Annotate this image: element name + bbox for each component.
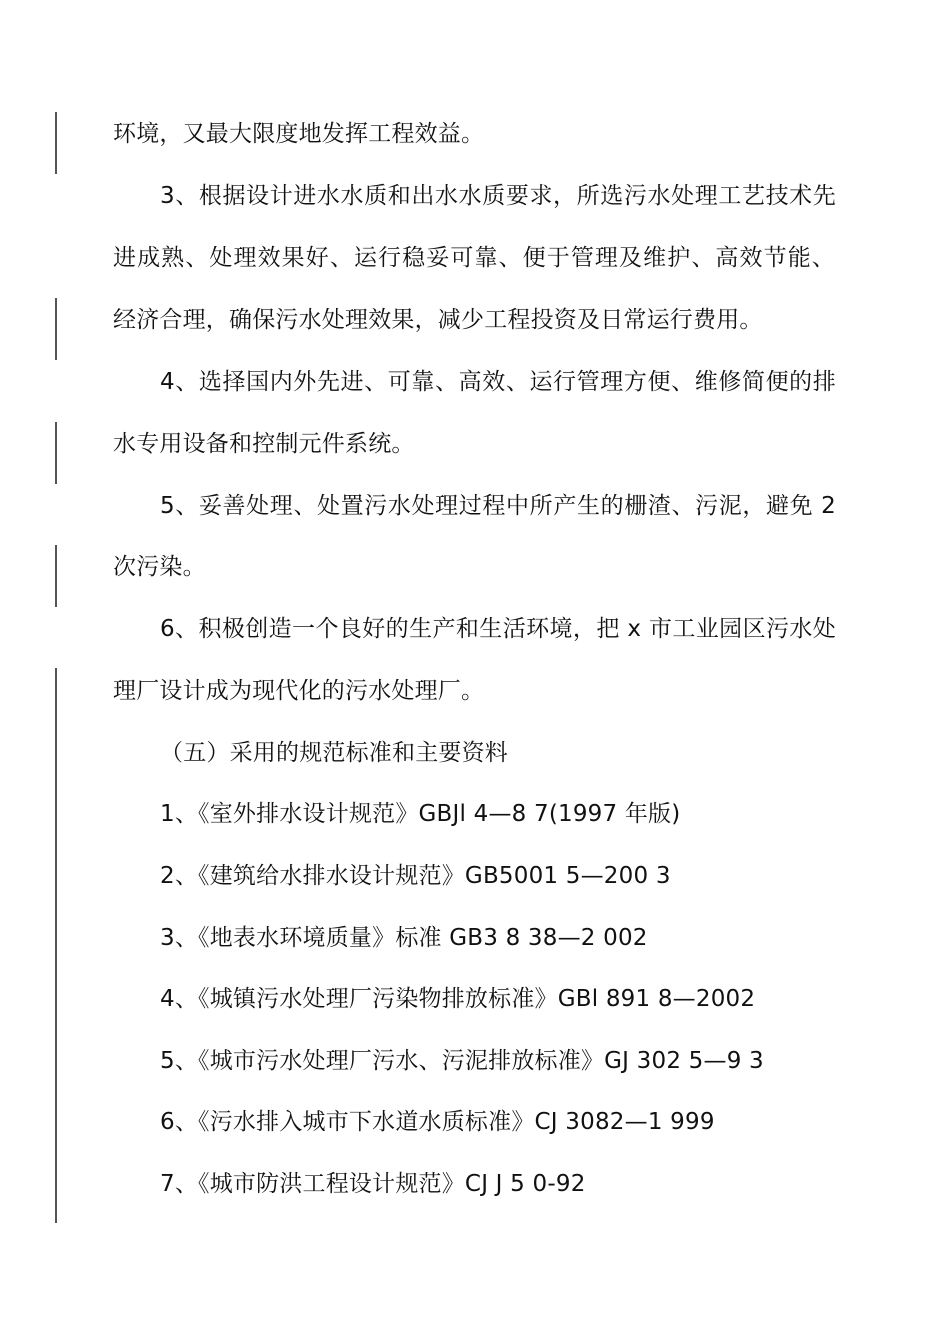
section-heading: （五）采用的规范标准和主要资料 xyxy=(160,740,508,766)
list-item: 5、《城市污水处理厂污水、污泥排放标准》GJ 302 5—9 3 xyxy=(160,1048,764,1074)
margin-bar xyxy=(55,298,57,360)
list-item: 3、《地表水环境质量》标准 GB3 8 38—2 002 xyxy=(160,925,648,951)
list-item: 2、《建筑给水排水设计规范》GB5001 5—200 3 xyxy=(160,863,671,889)
margin-bar xyxy=(55,422,57,484)
margin-bar xyxy=(55,112,57,174)
paragraph-line: 4、选择国内外先进、可靠、高效、运行管理方便、维修简便的排 xyxy=(160,369,836,395)
list-item: 1、《室外排水设计规范》GBJl 4—8 7(1997 年版) xyxy=(160,801,681,827)
paragraph-line: 进成熟、处理效果好、运行稳妥可靠、便于管理及维护、高效节能、 xyxy=(113,245,835,271)
list-item: 4、《城镇污水处理厂污染物排放标准》GBl 891 8—2002 xyxy=(160,986,756,1012)
margin-bar xyxy=(55,545,57,607)
paragraph-line: 理厂设计成为现代化的污水处理厂。 xyxy=(113,678,485,704)
paragraph-line: 5、妥善处理、处置污水处理过程中所产生的栅渣、污泥，避免 2 xyxy=(160,493,836,519)
list-item: 6、《污水排入城市下水道水质标准》CJ 3082—1 999 xyxy=(160,1109,715,1135)
paragraph-line: 经济合理，确保污水处理效果，减少工程投资及日常运行费用。 xyxy=(113,307,763,333)
list-item: 7、《城市防洪工程设计规范》CJ J 5 0-92 xyxy=(160,1171,586,1197)
paragraph-line: 环境，又最大限度地发挥工程效益。 xyxy=(113,121,485,147)
paragraph-line: 3、根据设计进水水质和出水水质要求，所选污水处理工艺技术先 xyxy=(160,183,836,209)
paragraph-line: 水专用设备和控制元件系统。 xyxy=(113,431,415,457)
margin-bar xyxy=(55,668,57,1223)
paragraph-line: 6、积极创造一个良好的生产和生活环境，把 x 市工业园区污水处 xyxy=(160,616,836,642)
paragraph-line: 次污染。 xyxy=(113,554,206,580)
